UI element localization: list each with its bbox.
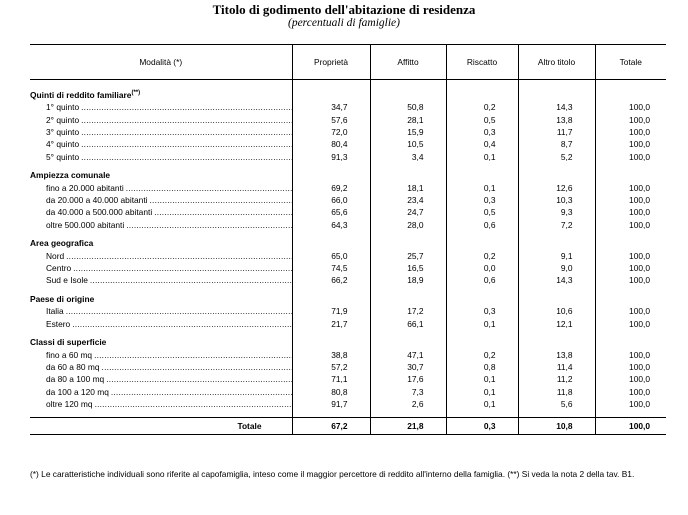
value-cell: 100,0 bbox=[595, 262, 666, 274]
spacer-row bbox=[30, 80, 666, 88]
row-label bbox=[30, 373, 292, 385]
total-value-cell: 100,0 bbox=[595, 417, 666, 434]
row-label bbox=[30, 349, 292, 361]
value-cell: 0,1 bbox=[446, 386, 518, 398]
empty-cell bbox=[446, 169, 518, 181]
empty-cell bbox=[292, 169, 370, 181]
value-cell: 0,2 bbox=[446, 349, 518, 361]
row-label-leader bbox=[46, 386, 292, 398]
empty-cell bbox=[292, 336, 370, 348]
row-label-text: da 100 a 120 mq bbox=[46, 386, 109, 397]
value-cell: 0,1 bbox=[446, 373, 518, 385]
row-label-text: Centro bbox=[46, 263, 72, 274]
row-label-leader bbox=[46, 126, 292, 138]
value-cell: 7,2 bbox=[518, 219, 595, 231]
table-row bbox=[30, 138, 666, 150]
empty-cell bbox=[518, 87, 595, 101]
row-label bbox=[30, 386, 292, 398]
value-cell: 100,0 bbox=[595, 274, 666, 286]
empty-cell bbox=[518, 336, 595, 348]
value-cell: 3,4 bbox=[370, 151, 446, 163]
value-cell: 18,1 bbox=[370, 182, 446, 194]
group-label bbox=[30, 87, 292, 101]
table-row bbox=[30, 398, 666, 410]
value-cell: 38,8 bbox=[292, 349, 370, 361]
table-row bbox=[30, 318, 666, 330]
row-label bbox=[30, 318, 292, 330]
group-label bbox=[30, 169, 292, 181]
row-label-text: 4° quinto bbox=[46, 139, 80, 150]
row-label bbox=[30, 219, 292, 231]
spacer-cell bbox=[518, 80, 595, 88]
table-subtitle: (percentuali di famiglie) bbox=[288, 17, 400, 29]
spacer-cell bbox=[446, 80, 518, 88]
group-header-row bbox=[30, 336, 666, 348]
total-value-cell: 10,8 bbox=[518, 417, 595, 434]
spacer-cell bbox=[370, 80, 446, 88]
empty-cell bbox=[595, 293, 666, 305]
value-cell: 21,7 bbox=[292, 318, 370, 330]
row-label-leader bbox=[46, 250, 292, 262]
value-cell: 72,0 bbox=[292, 126, 370, 138]
value-cell: 100,0 bbox=[595, 151, 666, 163]
column-header-proprieta: Proprietà bbox=[292, 45, 370, 80]
row-label bbox=[30, 274, 292, 286]
row-label-text: Sud e Isole bbox=[46, 275, 88, 286]
empty-cell bbox=[595, 169, 666, 181]
value-cell: 12,1 bbox=[518, 318, 595, 330]
value-cell: 7,3 bbox=[370, 386, 446, 398]
value-cell: 71,9 bbox=[292, 305, 370, 317]
value-cell: 9,3 bbox=[518, 206, 595, 218]
value-cell: 100,0 bbox=[595, 126, 666, 138]
empty-cell bbox=[518, 169, 595, 181]
footnote: (*) Le caratteristiche individuali sono riferite al capofamiglia, inteso come il maggior percettore di reddito all'interno della famiglia. (**) Si veda la nota 2 della tav. B1. bbox=[30, 469, 635, 479]
value-cell: 18,9 bbox=[370, 274, 446, 286]
value-cell: 9,0 bbox=[518, 262, 595, 274]
value-cell: 0,1 bbox=[446, 318, 518, 330]
value-cell: 69,2 bbox=[292, 182, 370, 194]
value-cell: 28,0 bbox=[370, 219, 446, 231]
value-cell: 0,6 bbox=[446, 274, 518, 286]
value-cell: 57,6 bbox=[292, 114, 370, 126]
value-cell: 100,0 bbox=[595, 250, 666, 262]
value-cell: 100,0 bbox=[595, 194, 666, 206]
row-label bbox=[30, 151, 292, 163]
empty-cell bbox=[446, 336, 518, 348]
value-cell: 0,8 bbox=[446, 361, 518, 373]
value-cell: 0,1 bbox=[446, 151, 518, 163]
row-label-text: fino a 20.000 abitanti bbox=[46, 182, 124, 193]
value-cell: 74,5 bbox=[292, 262, 370, 274]
row-label-text: Italia bbox=[46, 306, 64, 317]
table-row bbox=[30, 206, 666, 218]
total-value-cell: 67,2 bbox=[292, 417, 370, 434]
row-label bbox=[30, 182, 292, 194]
value-cell: 0,2 bbox=[446, 250, 518, 262]
value-cell: 11,2 bbox=[518, 373, 595, 385]
table-row bbox=[30, 194, 666, 206]
row-label-leader bbox=[46, 194, 292, 206]
value-cell: 28,1 bbox=[370, 114, 446, 126]
table-row bbox=[30, 373, 666, 385]
value-cell: 100,0 bbox=[595, 182, 666, 194]
value-cell: 0,3 bbox=[446, 305, 518, 317]
value-cell: 0,4 bbox=[446, 138, 518, 150]
value-cell: 10,6 bbox=[518, 305, 595, 317]
value-cell: 91,7 bbox=[292, 398, 370, 410]
empty-cell bbox=[292, 293, 370, 305]
row-label-leader bbox=[46, 305, 292, 317]
value-cell: 80,8 bbox=[292, 386, 370, 398]
row-label-leader bbox=[46, 206, 292, 218]
spacer-cell bbox=[595, 80, 666, 88]
table-row bbox=[30, 349, 666, 361]
row-label-text: 3° quinto bbox=[46, 127, 80, 138]
value-cell: 0,3 bbox=[446, 194, 518, 206]
row-label bbox=[30, 398, 292, 410]
row-label-text: fino a 60 mq bbox=[46, 349, 93, 360]
row-label-leader bbox=[46, 349, 292, 361]
value-cell: 24,7 bbox=[370, 206, 446, 218]
row-label-text: da 40.000 a 500.000 abitanti bbox=[46, 207, 153, 218]
table-row bbox=[30, 262, 666, 274]
group-header-row bbox=[30, 237, 666, 249]
row-label-leader bbox=[46, 361, 292, 373]
group-label-text: Classi di superficie bbox=[30, 337, 107, 348]
value-cell: 25,7 bbox=[370, 250, 446, 262]
table-row bbox=[30, 305, 666, 317]
column-header-modalita: Modalità (*) bbox=[30, 45, 292, 80]
empty-cell bbox=[370, 169, 446, 181]
row-label-leader bbox=[46, 182, 292, 194]
empty-cell bbox=[595, 336, 666, 348]
value-cell: 0,1 bbox=[446, 398, 518, 410]
table-row bbox=[30, 101, 666, 113]
row-label-leader bbox=[46, 138, 292, 150]
row-label-leader bbox=[46, 219, 292, 231]
value-cell: 2,6 bbox=[370, 398, 446, 410]
row-label-text: 2° quinto bbox=[46, 114, 80, 125]
table-row bbox=[30, 250, 666, 262]
table-row bbox=[30, 114, 666, 126]
value-cell: 9,1 bbox=[518, 250, 595, 262]
value-cell: 100,0 bbox=[595, 361, 666, 373]
value-cell: 11,4 bbox=[518, 361, 595, 373]
empty-cell bbox=[292, 87, 370, 101]
spacer-cell bbox=[30, 80, 292, 88]
value-cell: 0,3 bbox=[446, 126, 518, 138]
value-cell: 50,8 bbox=[370, 101, 446, 113]
value-cell: 100,0 bbox=[595, 114, 666, 126]
header-row bbox=[30, 45, 666, 80]
group-label-footnote-ref: (**) bbox=[131, 90, 141, 96]
row-label bbox=[30, 126, 292, 138]
row-label bbox=[30, 138, 292, 150]
column-header-altro-titolo: Altro titolo bbox=[518, 45, 595, 80]
table-row bbox=[30, 386, 666, 398]
row-label-leader bbox=[46, 373, 292, 385]
value-cell: 0,6 bbox=[446, 219, 518, 231]
value-cell: 0,5 bbox=[446, 206, 518, 218]
total-row bbox=[30, 417, 666, 434]
value-cell: 66,0 bbox=[292, 194, 370, 206]
row-label-text: da 20.000 a 40.000 abitanti bbox=[46, 195, 148, 206]
row-label bbox=[30, 101, 292, 113]
value-cell: 100,0 bbox=[595, 101, 666, 113]
row-label-leader bbox=[46, 114, 292, 126]
value-cell: 0,1 bbox=[446, 182, 518, 194]
table-row bbox=[30, 126, 666, 138]
row-label-text: da 80 a 100 mq bbox=[46, 374, 105, 385]
row-label-text: Nord bbox=[46, 250, 65, 261]
value-cell: 57,2 bbox=[292, 361, 370, 373]
value-cell: 14,3 bbox=[518, 101, 595, 113]
value-cell: 16,5 bbox=[370, 262, 446, 274]
group-label-text: Quinti di reddito familiare bbox=[30, 89, 132, 100]
value-cell: 5,2 bbox=[518, 151, 595, 163]
total-label: Totale bbox=[30, 417, 292, 434]
value-cell: 66,2 bbox=[292, 274, 370, 286]
empty-cell bbox=[370, 237, 446, 249]
group-header-row bbox=[30, 293, 666, 305]
empty-cell bbox=[370, 293, 446, 305]
empty-cell bbox=[292, 237, 370, 249]
value-cell: 0,2 bbox=[446, 101, 518, 113]
value-cell: 10,5 bbox=[370, 138, 446, 150]
row-label-leader bbox=[46, 318, 292, 330]
table-row bbox=[30, 219, 666, 231]
column-header-totale: Totale bbox=[595, 45, 666, 80]
spacer-cell bbox=[292, 80, 370, 88]
group-header-row bbox=[30, 169, 666, 181]
row-label-leader bbox=[46, 101, 292, 113]
value-cell: 80,4 bbox=[292, 138, 370, 150]
value-cell: 100,0 bbox=[595, 305, 666, 317]
value-cell: 100,0 bbox=[595, 219, 666, 231]
empty-cell bbox=[518, 237, 595, 249]
row-label-text: Estero bbox=[46, 318, 71, 329]
value-cell: 13,8 bbox=[518, 349, 595, 361]
empty-cell bbox=[446, 87, 518, 101]
value-cell: 91,3 bbox=[292, 151, 370, 163]
row-label-text: 1° quinto bbox=[46, 102, 80, 113]
empty-cell bbox=[518, 293, 595, 305]
value-cell: 65,6 bbox=[292, 206, 370, 218]
table-title: Titolo di godimento dell'abitazione di residenza bbox=[212, 2, 476, 17]
row-label-text: 5° quinto bbox=[46, 151, 80, 162]
data-table bbox=[30, 44, 666, 435]
row-label bbox=[30, 114, 292, 126]
table-row bbox=[30, 151, 666, 163]
value-cell: 5,6 bbox=[518, 398, 595, 410]
value-cell: 71,1 bbox=[292, 373, 370, 385]
value-cell: 66,1 bbox=[370, 318, 446, 330]
group-label-text: Ampiezza comunale bbox=[30, 170, 111, 181]
group-label-text: Paese di origine bbox=[30, 293, 95, 304]
group-label bbox=[30, 336, 292, 348]
table-row bbox=[30, 361, 666, 373]
row-label bbox=[30, 250, 292, 262]
value-cell: 12,6 bbox=[518, 182, 595, 194]
value-cell: 64,3 bbox=[292, 219, 370, 231]
value-cell: 0,0 bbox=[446, 262, 518, 274]
row-label bbox=[30, 305, 292, 317]
empty-cell bbox=[595, 237, 666, 249]
group-label-text: Area geografica bbox=[30, 238, 94, 249]
value-cell: 47,1 bbox=[370, 349, 446, 361]
table-row bbox=[30, 182, 666, 194]
total-value-cell: 0,3 bbox=[446, 417, 518, 434]
value-cell: 10,3 bbox=[518, 194, 595, 206]
table-row bbox=[30, 274, 666, 286]
row-label bbox=[30, 194, 292, 206]
empty-cell bbox=[446, 293, 518, 305]
group-header-row bbox=[30, 87, 666, 101]
empty-cell bbox=[595, 87, 666, 101]
empty-cell bbox=[370, 336, 446, 348]
value-cell: 30,7 bbox=[370, 361, 446, 373]
table-body bbox=[30, 80, 666, 435]
row-label bbox=[30, 361, 292, 373]
value-cell: 8,7 bbox=[518, 138, 595, 150]
value-cell: 100,0 bbox=[595, 138, 666, 150]
group-label bbox=[30, 293, 292, 305]
row-label-text: oltre 500.000 abitanti bbox=[46, 219, 125, 230]
row-label bbox=[30, 262, 292, 274]
row-label-leader bbox=[46, 398, 292, 410]
value-cell: 11,8 bbox=[518, 386, 595, 398]
value-cell: 100,0 bbox=[595, 206, 666, 218]
empty-cell bbox=[370, 87, 446, 101]
total-value-cell: 21,8 bbox=[370, 417, 446, 434]
column-header-riscatto: Riscatto bbox=[446, 45, 518, 80]
value-cell: 100,0 bbox=[595, 318, 666, 330]
value-cell: 14,3 bbox=[518, 274, 595, 286]
row-label-leader bbox=[46, 262, 292, 274]
value-cell: 17,6 bbox=[370, 373, 446, 385]
value-cell: 0,5 bbox=[446, 114, 518, 126]
row-label-text: oltre 120 mq bbox=[46, 399, 93, 410]
value-cell: 13,8 bbox=[518, 114, 595, 126]
value-cell: 100,0 bbox=[595, 349, 666, 361]
column-header-affitto: Affitto bbox=[370, 45, 446, 80]
row-label bbox=[30, 206, 292, 218]
value-cell: 65,0 bbox=[292, 250, 370, 262]
value-cell: 23,4 bbox=[370, 194, 446, 206]
value-cell: 100,0 bbox=[595, 373, 666, 385]
row-label-leader bbox=[46, 274, 292, 286]
value-cell: 34,7 bbox=[292, 101, 370, 113]
value-cell: 100,0 bbox=[595, 398, 666, 410]
row-label-leader bbox=[46, 151, 292, 163]
value-cell: 11,7 bbox=[518, 126, 595, 138]
value-cell: 17,2 bbox=[370, 305, 446, 317]
value-cell: 100,0 bbox=[595, 386, 666, 398]
empty-cell bbox=[446, 237, 518, 249]
value-cell: 15,9 bbox=[370, 126, 446, 138]
row-label-text: da 60 a 80 mq bbox=[46, 361, 100, 372]
group-label bbox=[30, 237, 292, 249]
